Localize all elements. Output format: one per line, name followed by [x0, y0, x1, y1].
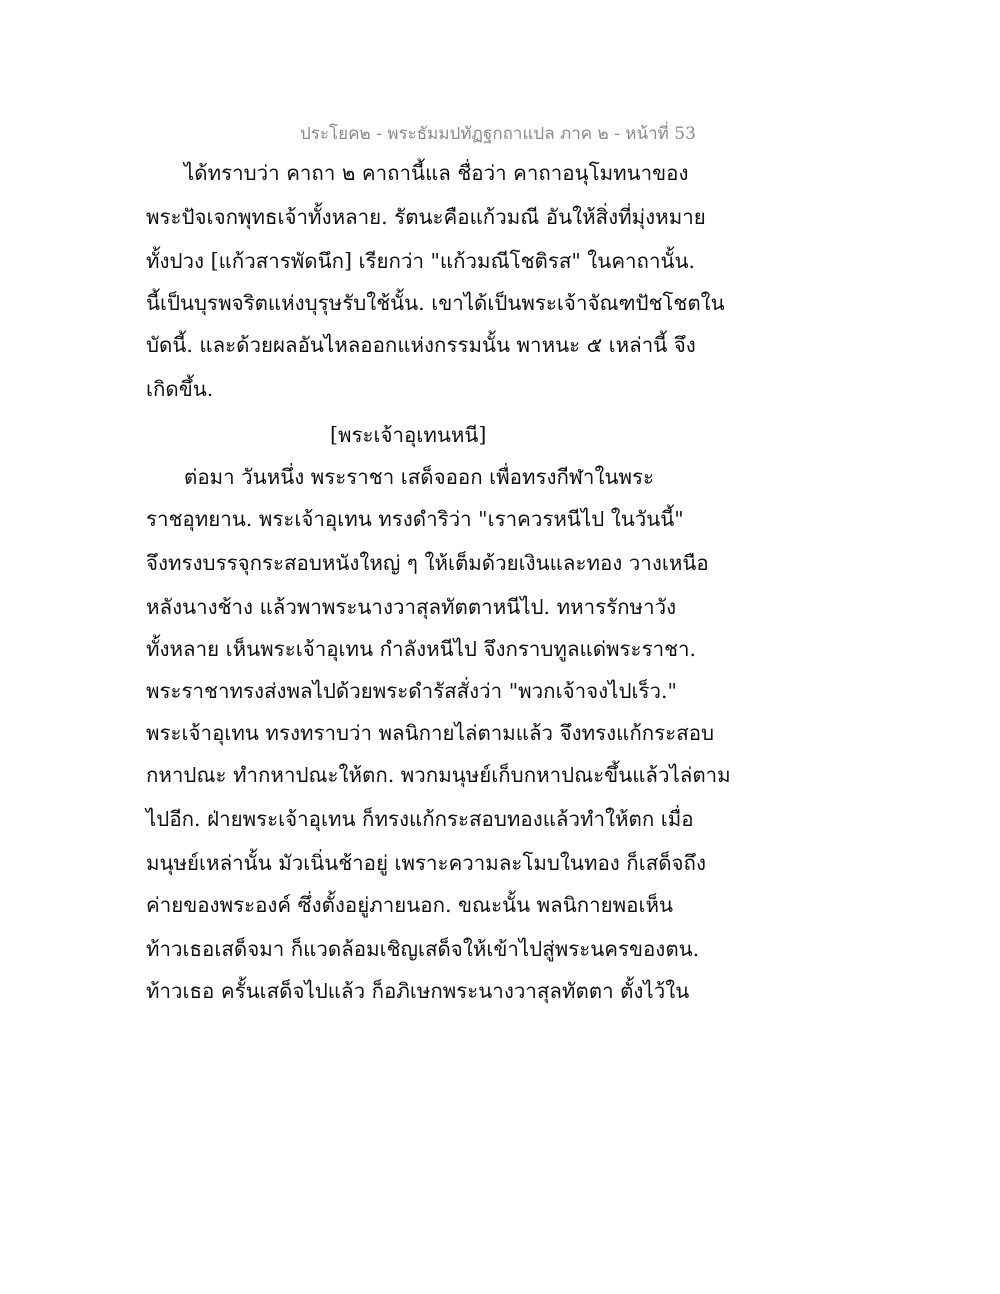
paragraph-1-line: ได้ทราบว่า คาถา ๒ คาถานี้แล ชื่อว่า คาถาอนุโมทนาของ [184, 161, 689, 185]
paragraph-2-line: ราชอุทยาน. พระเจ้าอุเทน ทรงดำริว่า "เราควรหนีไป ในวันนี้" [146, 507, 684, 531]
paragraph-2-line: ท้าวเธอ ครั้นเสด็จไปแล้ว ก็อภิเษกพระนางวาสุลทัตตา ตั้งไว้ใน [146, 979, 690, 1003]
paragraph-2-line: มนุษย์เหล่านั้น มัวเนิ่นช้าอยู่ เพราะความละโมบในทอง ก็เสด็จถึง [146, 851, 706, 875]
paragraph-2-line: ไปอีก. ฝ่ายพระเจ้าอุเทน ก็ทรงแก้กระสอบทองแล้วทำให้ตก เมื่อ [146, 807, 694, 831]
paragraph-1-line: บัดนี้. และด้วยผลอันไหลออกแห่งกรรมนั้น พาหนะ ๕ เหล่านี้ จึง [146, 333, 696, 357]
paragraph-2-line: กหาปณะ ทำกหาปณะให้ตก. พวกมนุษย์เก็บกหาปณะขึ้นแล้วไล่ตาม [146, 763, 731, 787]
paragraph-2-line: พระราชาทรงส่งพลไปด้วยพระดำรัสสั่งว่า "พวกเจ้าจงไปเร็ว." [146, 679, 677, 703]
paragraph-2-line: พระเจ้าอุเทน ทรงทราบว่า พลนิกายไล่ตามแล้ว จึงทรงแก้กระสอบ [146, 721, 715, 745]
paragraph-1-line: นี้เป็นบุรพจริตแห่งบุรุษรับใช้นั้น. เขาได้เป็นพระเจ้าจัณฑปัชโชตใน [146, 291, 725, 315]
running-header: ประโยค๒ - พระธัมมปทัฏฐกถาแปล ภาค ๒ - หน้าที่ 53 [300, 124, 696, 144]
paragraph-2-line: ทั้งหลาย เห็นพระเจ้าอุเทน กำลังหนีไป จึงกราบทูลแด่พระราชา. [146, 637, 697, 661]
paragraph-2-line: ค่ายของพระองค์ ซึ่งตั้งอยู่ภายนอก. ขณะนั้น พลนิกายพอเห็น [146, 893, 674, 917]
paragraph-2-line: จึงทรงบรรจุกระสอบหนังใหญ่ ๆ ให้เต็มด้วยเงินและทอง วางเหนือ [146, 551, 709, 575]
paragraph-1-line: ทั้งปวง [แก้วสารพัดนึก] เรียกว่า "แก้วมณีโชติรส" ในคาถานั้น. [146, 249, 696, 273]
section-heading: [พระเจ้าอุเทนหนี] [330, 423, 487, 447]
paragraph-2-line: หลังนางช้าง แล้วพาพระนางวาสุลทัตตาหนีไป. ทหารรักษาวัง [146, 595, 677, 619]
paragraph-1-line: พระปัจเจกพุทธเจ้าทั้งหลาย. รัตนะคือแก้วมณี อันให้สิ่งที่มุ่งหมาย [146, 205, 706, 229]
paragraph-2-line: ท้าวเธอเสด็จมา ก็แวดล้อมเชิญเสด็จให้เข้าไปสู่พระนครของตน. [146, 937, 700, 961]
paragraph-1-line: เกิดขึ้น. [146, 377, 214, 401]
paragraph-2-line: ต่อมา วันหนึ่ง พระราชา เสด็จออก เพื่อทรงกีฬาในพระ [184, 465, 654, 489]
